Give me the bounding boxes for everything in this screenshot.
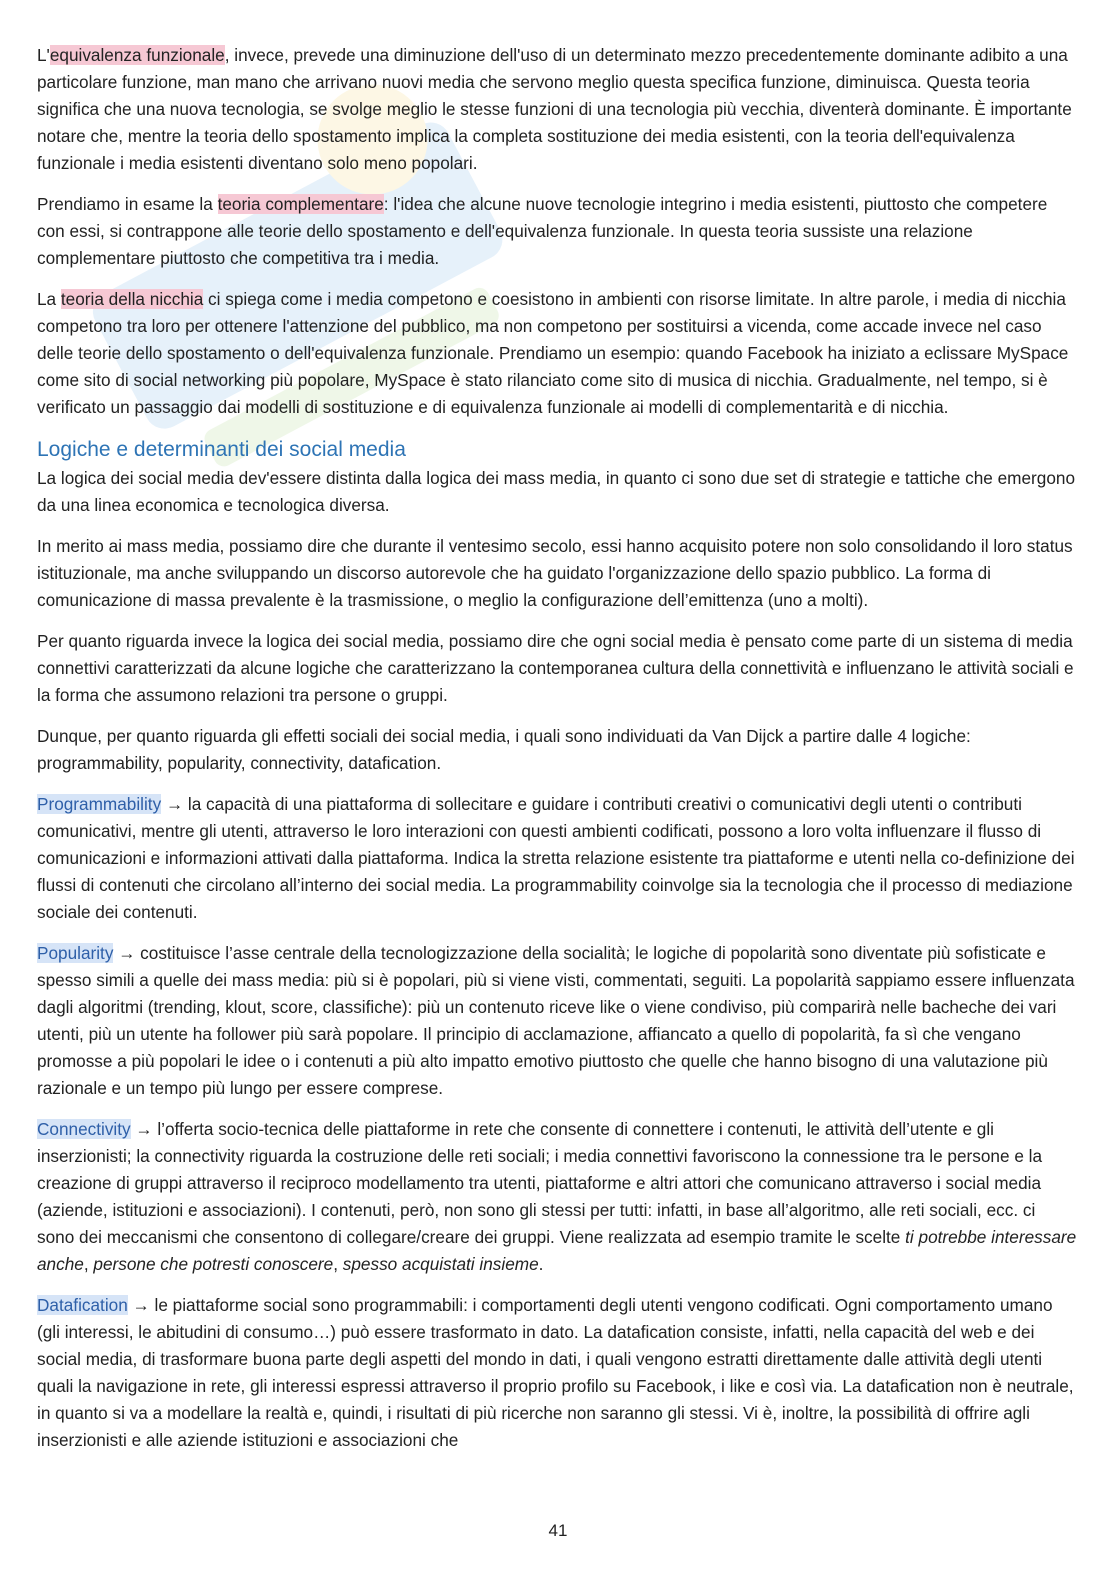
term-programmability: Programmability xyxy=(37,794,162,814)
paragraph-logica-social: La logica dei social media dev'essere distinta dalla logica dei mass media, in quanto ci sono due set di strategie e tattiche che emergono da una linea economica e tecnologica diversa. xyxy=(37,468,1076,515)
paragraph-mass-media: In merito ai mass media, possiamo dire che durante il ventesimo secolo, essi hanno acquisito potere non solo consolidando il loro status istituzionale, ma anche sviluppando un discorso autorevole che ha guidato l'organizzazione dello spazio pubblico. La forma di comunicazione di massa prevalente è la trasmissione, o meglio la configurazione dell’emittenza (uno a molti). xyxy=(37,536,1073,610)
page-number: 41 xyxy=(548,1521,568,1540)
paragraph-teoria-complementare: Prendiamo in esame la teoria complementare: l'idea che alcune nuove tecnologie integrino i media esistenti, piuttosto che competere con essi, si contrappone alle teorie dello spostamento e dell'equivalenza funzionale. In questa teoria sussiste una relazione complementare piuttosto che competitiva tra i media. xyxy=(37,194,1048,268)
paragraph-logica-social-media: Per quanto riguarda invece la logica dei social media, possiamo dire che ogni social media è pensato come parte di un sistema di media connettivi caratterizzati da alcune logiche che caratterizzano la contemporanea cultura della connettività e influenzano le attività sociali e la forma che assumono relazioni tra persone o gruppi. xyxy=(37,631,1074,705)
highlight-teoria-complementare: teoria complementare xyxy=(217,194,384,214)
document-page xyxy=(37,42,1077,1468)
paragraph-equivalenza-funzionale: L'equivalenza funzionale, invece, prevede una diminuzione dell'uso di un determinato mezzo precedentemente dominante adibito a una particolare funzione, man mano che arrivano nuovi media che servono meglio questa specifica funzione, diminuisca. Questa teoria significa che una nuova tecnologia, se svolge meglio le stesse funzioni di una tecnologia più vecchia, diventerà dominante. È importante notare che, mentre la teoria dello spostamento implica la completa sostituzione dei media esistenti, con la teoria dell'equivalenza funzionale i media esistenti diventano solo meno popolari. xyxy=(37,45,1072,173)
paragraph-datafication: Datafication → le piattaforme social sono programmabili: i comportamenti degli utenti vengono codificati. Ogni comportamento umano (gli interessi, le abitudini di consumo…) può essere trasformato in dato. La datafication consiste, infatti, nella capacità del web e dei social media, di trasformare buona parte degli aspetti del mondo in dati, i quali vengono estratti direttamente dalle attività degli utenti quali la navigazione in rete, gli interessi espressi attraverso il proprio profilo su Facebook, i like e così via. La datafication non è neutrale, in quanto si va a modellare la realtà e, quindi, i risultati di più ricerche non saranno gli stessi. Vi è, inoltre, la possibilità di offrire agli inserzionisti e alle aziende istituzioni e associazioni che xyxy=(37,1295,1074,1450)
highlight-teoria-nicchia: teoria della nicchia xyxy=(60,289,204,309)
term-popularity: Popularity xyxy=(37,943,114,963)
paragraph-connectivity: Connectivity → l’offerta socio-tecnica delle piattaforme in rete che consente di connettere i contenuti, le attività dell’utente e gli inserzionisti; la connectivity riguarda la costruzione delle reti sociali; i media connettivi favoriscono la connessione tra le persone e la creazione di gruppi attraverso il reciproco modellamento tra utenti, piattaforme e altri attori che comunicano attraverso i social media (aziende, istituzioni e associazioni). I contenuti, però, non sono gli stessi per tutti: infatti, in base all’algoritmo, alle reti sociali, ecc. ci sono dei meccanismi che consentono di collegare/creare dei gruppi. Viene realizzata ad esempio tramite le scelte ti potrebbe interessare anche, persone che potresti conoscere, spesso acquistati insieme. xyxy=(37,1119,1077,1274)
term-connectivity: Connectivity xyxy=(37,1119,131,1139)
paragraph-van-dijck: Dunque, per quanto riguarda gli effetti sociali dei social media, i quali sono individuati da Van Dijck a partire dalle 4 logiche: programmability, popularity, connectivity, datafication. xyxy=(37,726,971,773)
paragraph-programmability: Programmability → la capacità di una piattaforma di sollecitare e guidare i contributi creativi o comunicativi degli utenti o contributi comunicativi, mentre gli utenti, attraverso le loro interazioni con questi ambienti codificati, possono a loro volta influenzare il flusso di comunicazioni e informazioni attivati dalla piattaforma. Indica la stretta relazione esistente tra piattaforme e utenti nella co-definizione dei flussi di contenuti che circolano all’interno dei social media. La programmability coinvolge sia la tecnologia che il processo di mediazione sociale dei contenuti. xyxy=(37,794,1075,922)
paragraph-popularity: Popularity → costituisce l’asse centrale della tecnologizzazione della socialità; le logiche di popolarità sono diventate più sofisticate e spesso simili a quelle dei mass media: più si è popolari, più si viene visti, commentati, seguiti. La popolarità sappiamo essere influenzata dagli algoritmi (trending, klout, score, classifiche): più un contenuto riceve like o viene condiviso, più comparirà nelle bacheche dei vari utenti, più un utente ha follower più sarà popolare. Il principio di acclamazione, affiancato a quello di popolarità, fa sì che vengano promosse a più popolari le idee o i contenuti a più alto impatto emotivo piuttosto che quelle che hanno bisogno di una valutazione più razionale e un tempo più lungo per essere comprese. xyxy=(37,943,1075,1098)
paragraph-teoria-nicchia: La teoria della nicchia ci spiega come i media competono e coesistono in ambienti con risorse limitate. In altre parole, i media di nicchia competono tra loro per ottenere l'attenzione del pubblico, ma non competono per sostituirsi a vicenda, come accade invece nel caso delle teorie dello spostamento o dell'equivalenza funzionale. Prendiamo un esempio: quando Facebook ha iniziato a eclissare MySpace come sito di social networking più popolare, MySpace è stato rilanciato come sito di musica di nicchia. Gradualmente, nel tempo, si è verificato un passaggio dai modelli di sostituzione e di equivalenza funzionale ai modelli di complementarità e di nicchia. xyxy=(37,289,1069,417)
term-datafication: Datafication xyxy=(37,1295,128,1315)
section-heading: Logiche e determinanti dei social media xyxy=(37,438,406,461)
highlight-equivalenza-funzionale: equivalenza funzionale xyxy=(49,45,225,65)
